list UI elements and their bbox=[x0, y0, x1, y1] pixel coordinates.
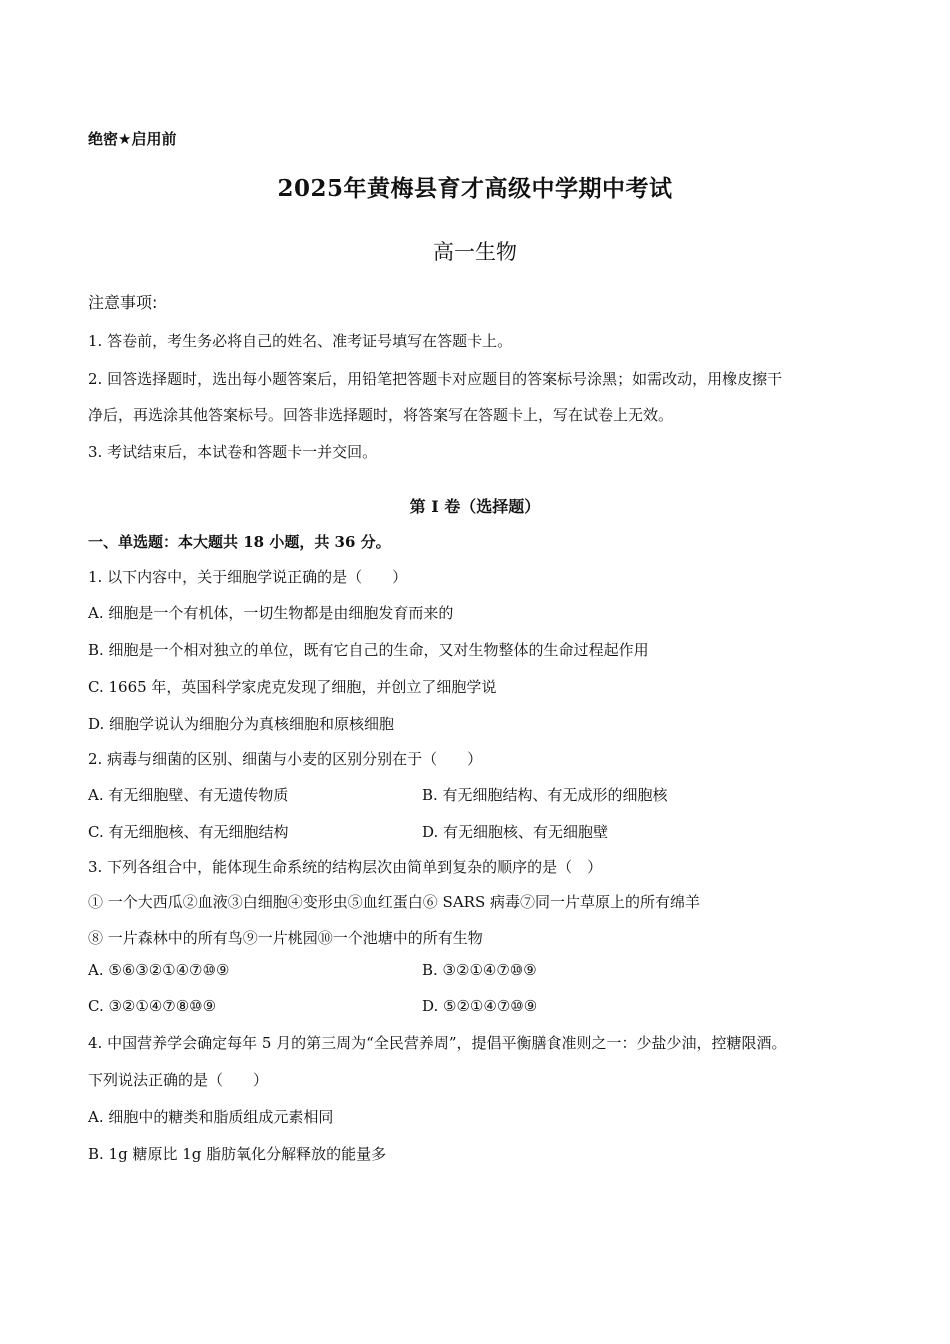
option-b: B. 有无细胞结构、有无成形的细胞核 bbox=[422, 786, 668, 804]
option-b: B. ③②①④⑦⑩⑨ bbox=[422, 961, 537, 979]
option-a: A. 细胞中的糖类和脂质组成元素相同 bbox=[88, 1108, 334, 1126]
option-c: C. 1665 年，英国科学家虎克发现了细胞，并创立了细胞学说 bbox=[88, 678, 497, 696]
option-c: C. ③②①④⑦⑧⑩⑨ bbox=[88, 997, 217, 1015]
question-items: ⑧ 一片森林中的所有鸟⑨一片桃园⑩一个池塘中的所有生物 bbox=[88, 929, 483, 947]
question-stem: 2. 病毒与细菌的区别、细菌与小麦的区别分别在于（ ） bbox=[88, 750, 483, 768]
option-d: D. ⑤②①④⑦⑩⑨ bbox=[422, 997, 538, 1015]
exam-subject: 高一生物 bbox=[433, 240, 517, 264]
secret-label: 绝密★启用前 bbox=[88, 130, 177, 148]
option-c: C. 有无细胞核、有无细胞结构 bbox=[88, 823, 289, 841]
option-a: A. ⑤⑥③②①④⑦⑩⑨ bbox=[88, 961, 230, 979]
notice-heading: 注意事项: bbox=[88, 293, 158, 312]
part-heading: 一、单选题：本大题共 18 小题，共 36 分。 bbox=[88, 533, 391, 551]
question-stem: 4. 中国营养学会确定每年 5 月的第三周为“全民营养周”，提倡平衡膳食准则之一：少盐少油，控糖限酒。 bbox=[88, 1034, 787, 1052]
question-stem-continued: 下列说法正确的是（ ） bbox=[88, 1071, 269, 1089]
question-stem: 1. 以下内容中，关于细胞学说正确的是（ ） bbox=[88, 568, 408, 586]
option-b: B. 1g 糖原比 1g 脂肪氧化分解释放的能量多 bbox=[88, 1145, 387, 1163]
notice-item: 3. 考试结束后，本试卷和答题卡一并交回。 bbox=[88, 443, 378, 461]
option-d: D. 有无细胞核、有无细胞壁 bbox=[422, 823, 609, 841]
question-items: ① 一个大西瓜②血液③白细胞④变形虫⑤血红蛋白⑥ SARS 病毒⑦同一片草原上的所有绵羊 bbox=[88, 893, 700, 911]
exam-title: 2025年黄梅县育才高级中学期中考试 bbox=[277, 175, 673, 202]
notice-item: 净后，再选涂其他答案标号。回答非选择题时，将答案写在答题卡上，写在试卷上无效。 bbox=[88, 406, 674, 424]
option-a: A. 有无细胞壁、有无遗传物质 bbox=[88, 786, 289, 804]
notice-item: 2. 回答选择题时，选出每小题答案后，用铅笔把答题卡对应题目的答案标号涂黑；如需改动，用橡皮擦干 bbox=[88, 370, 783, 388]
notice-item: 1. 答卷前，考生务必将自己的姓名、准考证号填写在答题卡上。 bbox=[88, 332, 513, 350]
option-d: D. 细胞学说认为细胞分为真核细胞和原核细胞 bbox=[88, 715, 395, 733]
section-title: 第 I 卷（选择题） bbox=[409, 497, 541, 516]
option-a: A. 细胞是一个有机体，一切生物都是由细胞发育而来的 bbox=[88, 604, 454, 622]
option-b: B. 细胞是一个相对独立的单位，既有它自己的生命，又对生物整体的生命过程起作用 bbox=[88, 641, 649, 659]
question-stem: 3. 下列各组合中，能体现生命系统的结构层次由简单到复杂的顺序的是（ ） bbox=[88, 858, 603, 876]
